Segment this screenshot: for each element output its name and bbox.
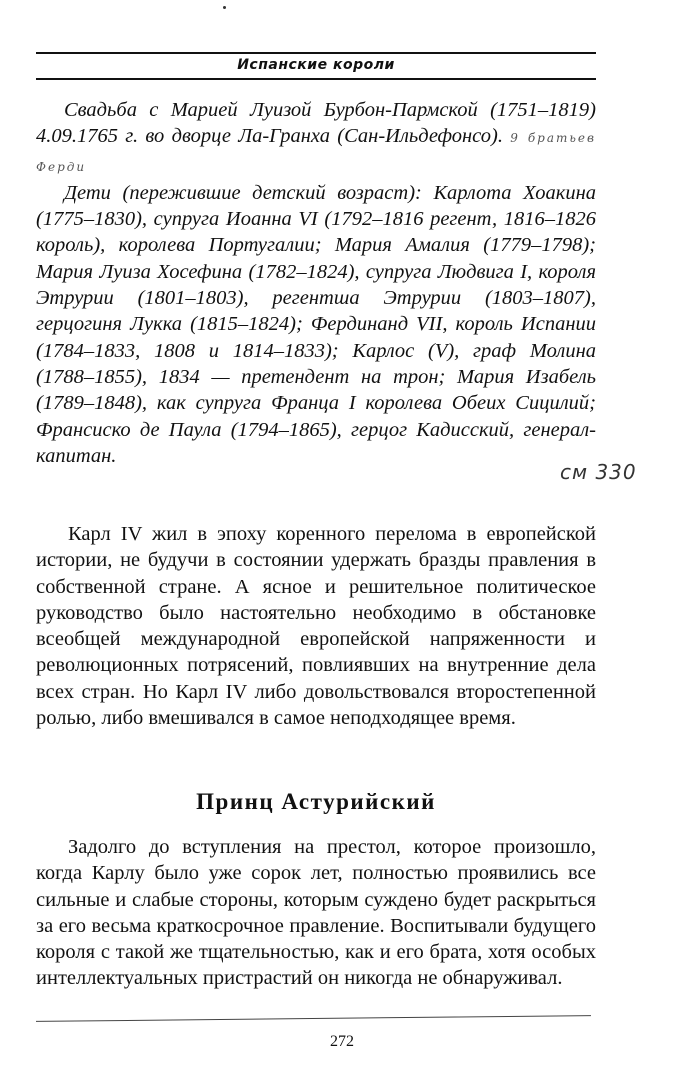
wedding-text: Свадьба с Марией Луизой Бурбон-Пармской (1751–1819) 4.09.1765 г. во дворце Ла-Гранха (Сан-Ильдефонсо). xyxy=(36,99,596,148)
handwritten-note: 9 братьев Ферди xyxy=(36,131,596,174)
handwritten-margin-reference: см 330 xyxy=(560,460,637,484)
paragraph-1: Карл IV жил в эпоху коренного перелома в европейской истории, не будучи в состоянии удержать бразды правления в собственной стране. А ясное и решительное политическое руководство было настоятельно необходимо в обстановке всеобщей международной европейской напряженности и революционных потрясений, повлиявших на внутренние дела всех стран. Но Карл IV либо довольствовался второстепенной ролью, либо вмешивался в самое неподходящее время. xyxy=(36,523,596,730)
header-rule-top xyxy=(36,52,596,54)
genealogy-note xyxy=(36,97,596,469)
section-heading: Принц Астурийский xyxy=(196,789,436,814)
wedding-entry xyxy=(36,97,596,180)
main-text-2 xyxy=(36,834,596,992)
pencil-underline xyxy=(36,1015,591,1023)
running-head: Испанские короли xyxy=(237,57,395,73)
children-entry: Дети (пережившие детский возраст): Карлота Хоакина (1775–1830), супруга Иоанна VI (1792–1816 регент, 1816–1826 король), королева Португалии; Мария Амалия (1779–1798); Мария Луиза Хосефина (1782–1824), супруга Людвига I, короля Этрурии (1801–1803), регентша Этрурии (1803–1807), герцогиня Лукка (1815–1824); Фердинанд VII, король Испании (1784–1833, 1808 и 1814–1833); Карлос (V), граф Молина (1788–1855), 1834 — претендент на трон; Мария Изабель (1789–1848), как супруга Франца I королева Обеих Сицилий; Франсиско де Паула (1794–1865), герцог Кадисский, генерал-капитан. xyxy=(36,181,596,467)
page-number: 272 xyxy=(330,1033,354,1050)
paragraph-2: Задолго до вступления на престол, которое произошло, когда Карлу было уже сорок лет, полностью проявились все сильные и слабые стороны, которым суждено будет раскрыться за его весьма краткосрочное правление. Воспитывали будущего короля с такой же тщательностью, как и его брата, хотя особых интеллектуальных пристрастий он никогда не обнаруживал. xyxy=(36,836,596,990)
print-speck xyxy=(223,6,226,9)
main-text-1 xyxy=(36,521,596,731)
header-rule-bottom xyxy=(36,78,596,80)
